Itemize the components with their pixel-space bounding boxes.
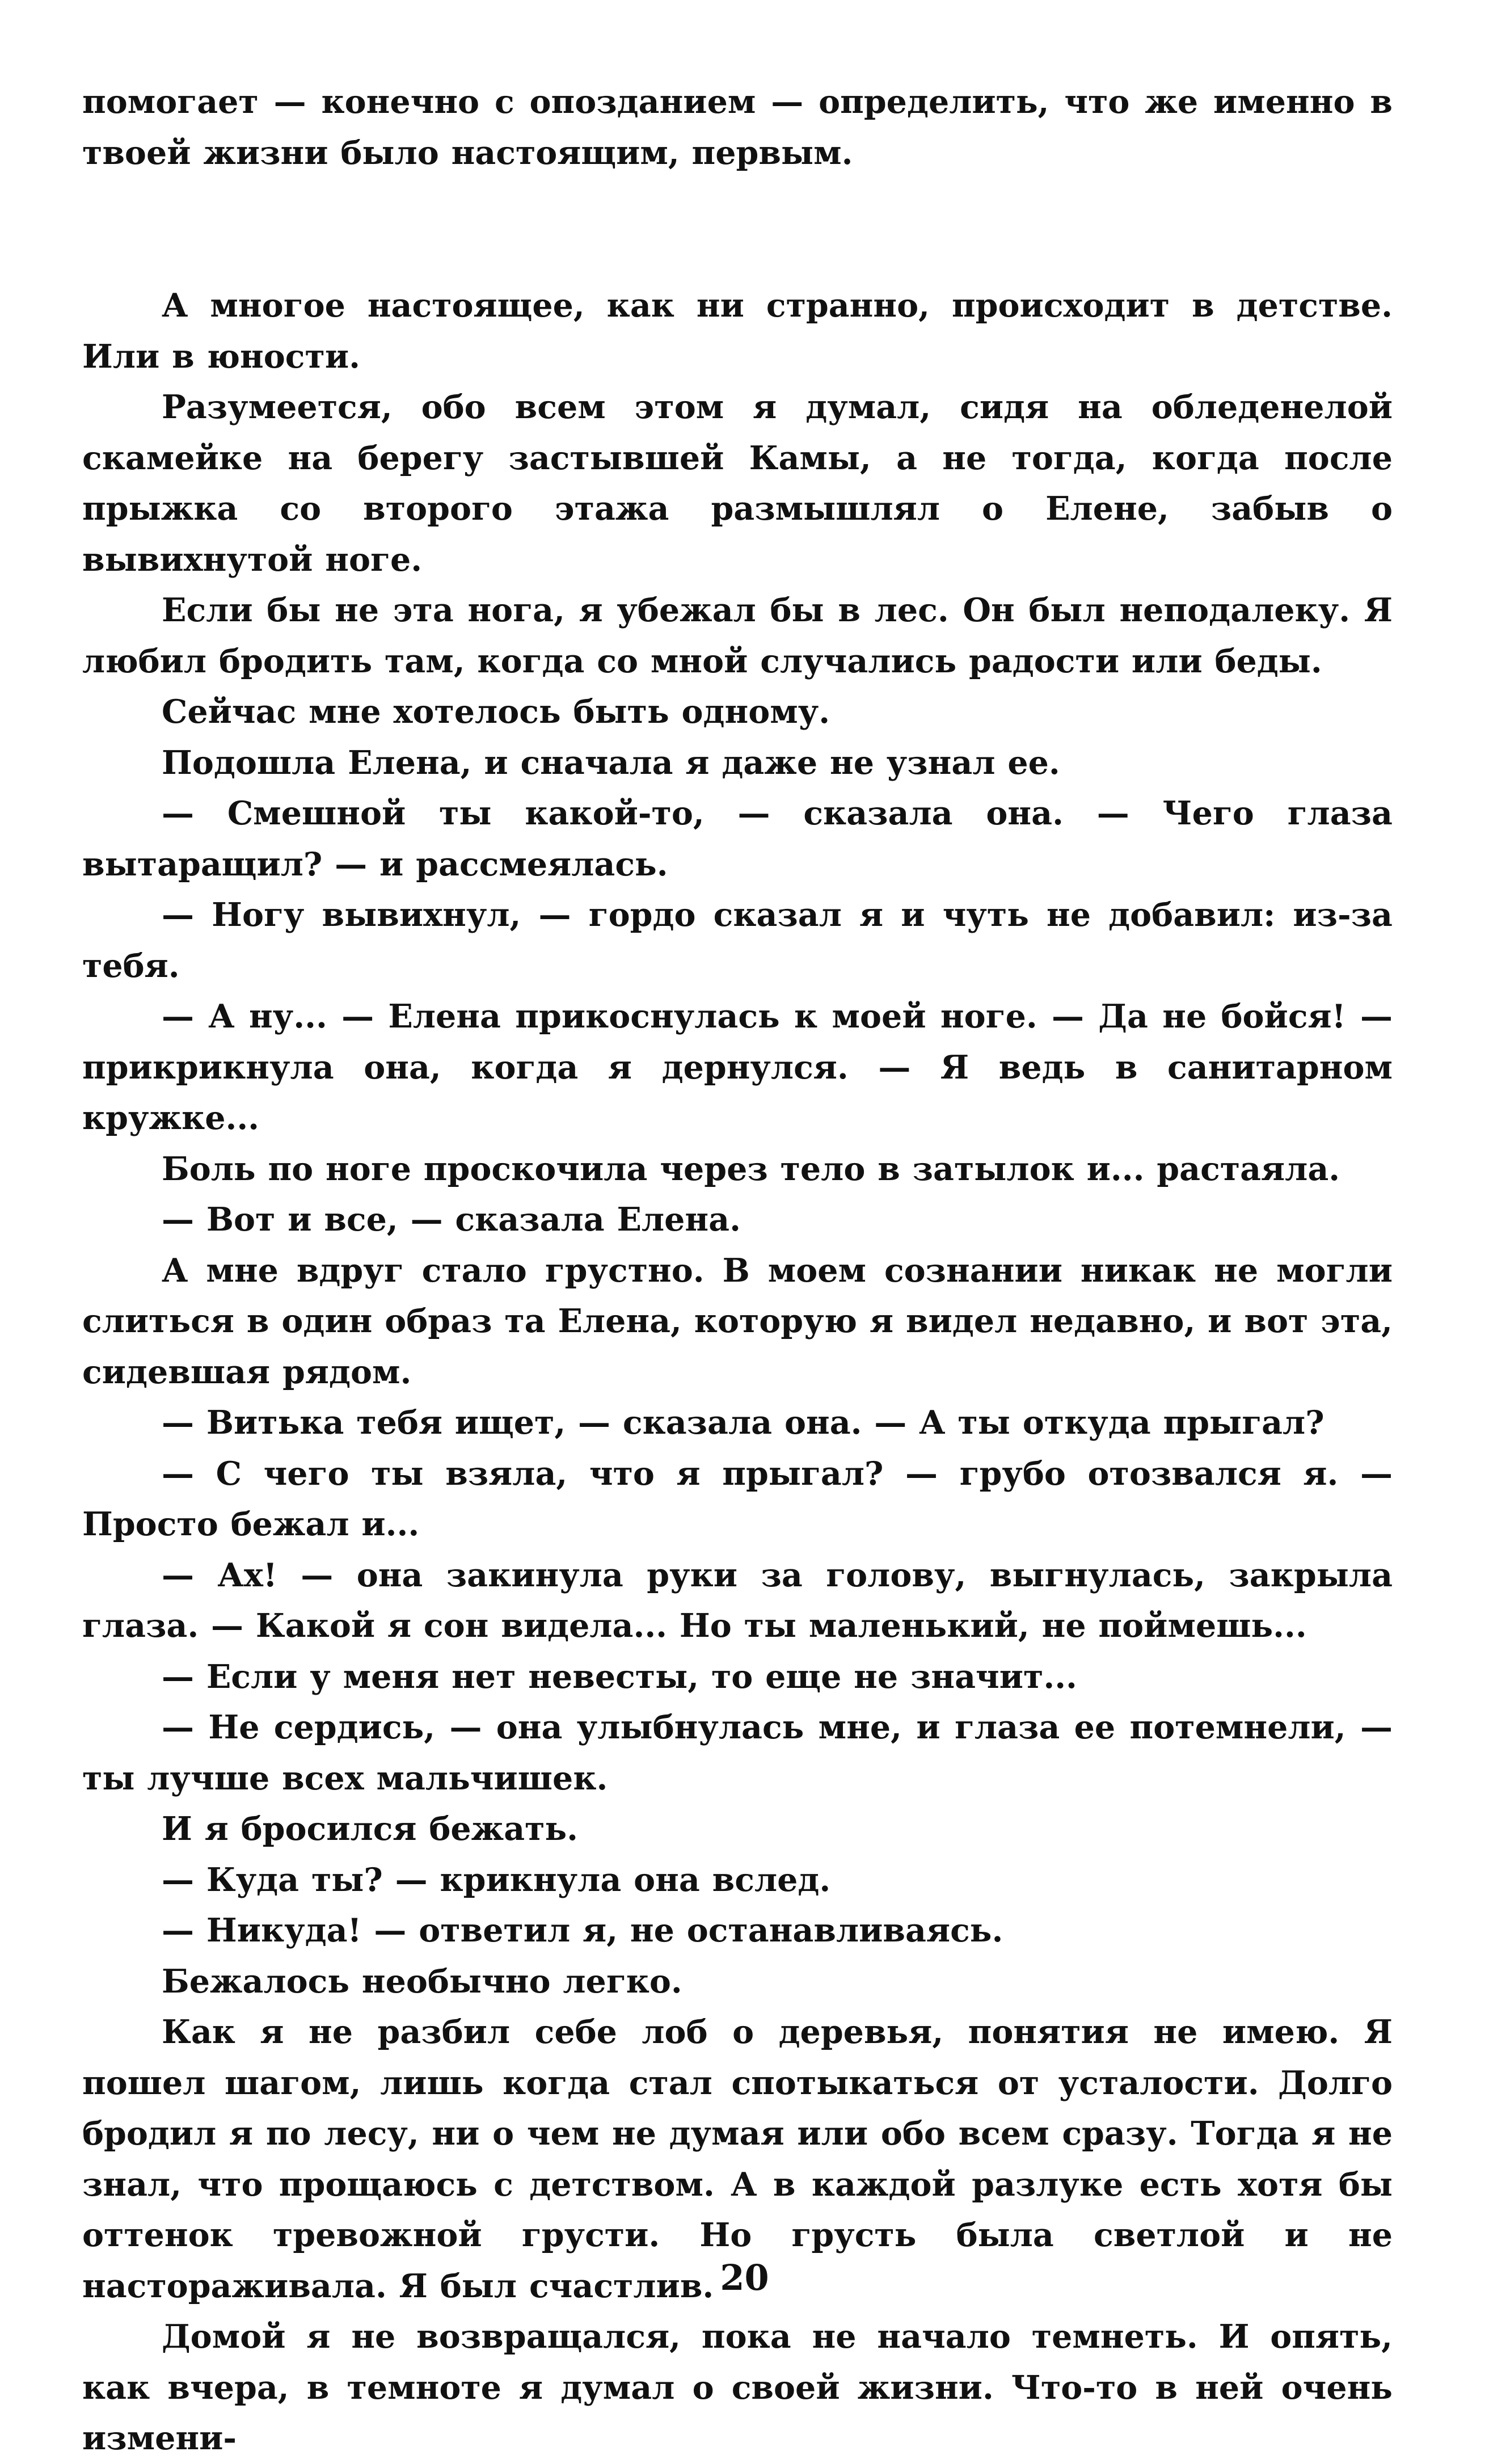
- dialogue-line: — Вот и все, — сказала Елена.: [162, 1201, 741, 1239]
- paragraph: Как я не разбил себе лоб о деревья, понятия не имею. Я пошел шагом, лишь когда стал спотыкаться от усталости. Долго бродил я по лесу, ни о чем не думая или обо всем сразу. Тогда я не знал, что прощаюсь с детством. А в каждой разлуке есть хотя бы оттенок тревожной грусти. Но грусть была светлой и не настораживала. Я был счастлив.: [82, 2013, 1393, 2305]
- paragraph: Бежалось необычно легко.: [162, 1962, 682, 2000]
- paragraph: Боль по ноге проскочила через тело в затылок и... растаяла.: [162, 1149, 1340, 1188]
- dialogue-line: — Ногу вывихнул, — гордо сказал я и чуть не добавил: из-за тебя.: [82, 896, 1393, 985]
- dialogue-line: — А ну... — Елена прикоснулась к моей ноге. — Да не бойся! — прикрикнула она, когда я дернулся. — Я ведь в санитарном кружке...: [82, 997, 1393, 1137]
- paragraph: Если бы не эта нога, я убежал бы в лес. Он был неподалеку. Я любил бродить там, когда со мной случались радости или беды.: [82, 591, 1393, 680]
- dialogue-line: — Никуда! — ответил я, не останавливаясь.: [162, 1911, 1003, 1949]
- dialogue-line: — Ах! — она закинула руки за голову, выгнулась, закрыла глаза. — Какой я сон видела... Но ты маленький, не поймешь...: [82, 1556, 1393, 1645]
- lead-paragraph: помогает — конечно с опозданием — определить, что же именно в твоей жизни было настоящим, первым.: [82, 83, 1393, 172]
- paragraph: Разумеется, обо всем этом я думал, сидя на обледенелой скамейке на берегу застывшей Камы, а не тогда, когда после прыжка со второго этажа размышлял о Елене, забыв о вывихнутой ноге.: [82, 388, 1393, 579]
- dialogue-line: — Если у меня нет невесты, то еще не значит...: [162, 1657, 1077, 1696]
- paragraph: И я бросился бежать.: [162, 1810, 579, 1848]
- paragraph: А многое настоящее, как ни странно, происходит в детстве. Или в юности.: [82, 287, 1393, 376]
- dialogue-line: — Не сердись, — она улыбнулась мне, и глаза ее потемнели, — ты лучше всех мальчишек.: [82, 1708, 1393, 1797]
- paragraph: Подошла Елена, и сначала я даже не узнал ее.: [162, 743, 1060, 782]
- dialogue-line: — С чего ты взяла, что я прыгал? — грубо отозвался я. — Просто бежал и...: [82, 1454, 1393, 1543]
- dialogue-line: — Куда ты? — крикнула она вслед.: [162, 1860, 831, 1899]
- page-number: 20: [720, 2257, 769, 2298]
- dialogue-line: — Смешной ты какой-то, — сказала она. — Чего глаза вытаращил? — и рассмеялась.: [82, 794, 1393, 883]
- section-gap: [82, 178, 1393, 280]
- dialogue-line: — Витька тебя ищет, — сказала она. — А ты откуда прыгал?: [162, 1404, 1325, 1442]
- paragraph: А мне вдруг стало грустно. В моем сознании никак не могли слиться в один образ та Елена, которую я видел недавно, и вот эта, сидевшая рядом.: [82, 1251, 1393, 1391]
- paragraph: Сейчас мне хотелось быть одному.: [162, 693, 830, 731]
- paragraph: Домой я не возвращался, пока не начало темнеть. И опять, как вчера, в темноте я думал о своей жизни. Что-то в ней очень измени-: [82, 2318, 1393, 2457]
